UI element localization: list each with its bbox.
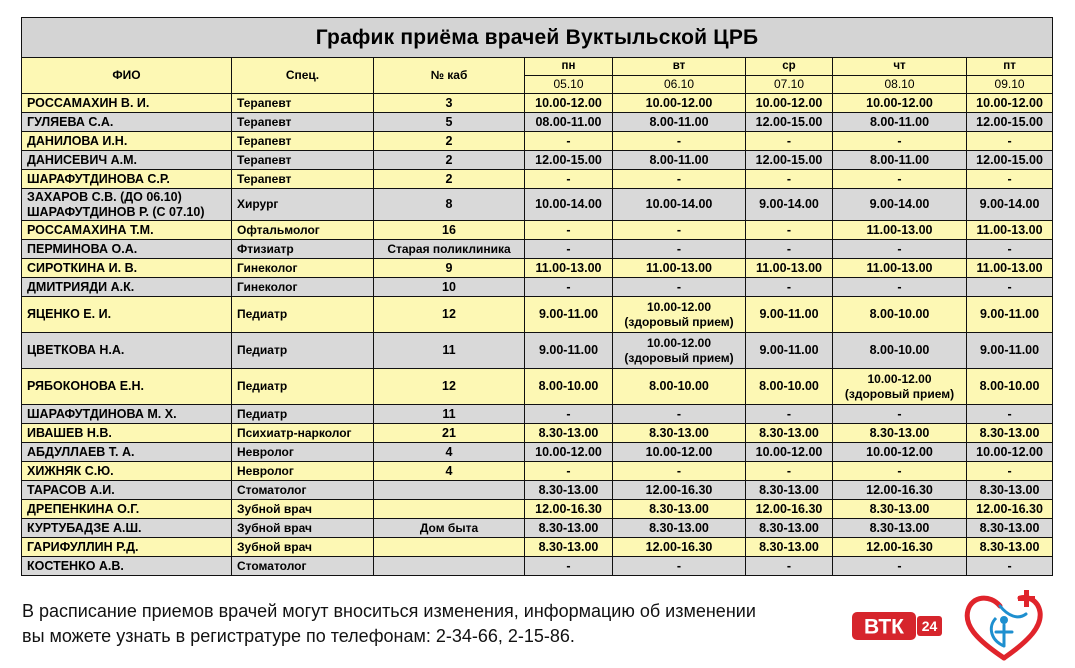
doctor-name: ДАНИЛОВА И.Н. [22,132,232,151]
specialty: Невролог [232,443,374,462]
time-fri: 11.00-13.00 [967,221,1053,240]
doctor-name-line-1: ЗАХАРОВ С.В. (ДО 06.10) [27,189,182,204]
room-number: 3 [374,94,525,113]
specialty: Терапевт [232,170,374,189]
doctor-name: ХИЖНЯК С.Ю. [22,462,232,481]
time-note: (здоровый прием) [844,386,955,401]
table-row [22,333,1053,369]
doctor-name: ПЕРМИНОВА О.А. [22,240,232,259]
time-tue: 8.30-13.00 [613,519,746,538]
doctor-name: ДАНИСЕВИЧ А.М. [22,151,232,170]
doctor-name: ШАРАФУТДИНОВА М. Х. [22,405,232,424]
room-number: 4 [374,462,525,481]
hospital-heart-logo [960,590,1048,662]
time-mon: - [525,221,613,240]
medical-cross-icon [1018,590,1035,607]
time-wed: 11.00-13.00 [746,259,833,278]
header-day-tue: вт [613,58,746,76]
heart-right-stroke [1004,598,1040,658]
header-room: № каб [374,58,525,94]
header-day-mon: пн [525,58,613,76]
time-thu: - [833,170,967,189]
btk-logo-number: 24 [921,618,938,634]
time-fri: 9.00-11.00 [967,333,1053,369]
time-wed: 10.00-12.00 [746,94,833,113]
room-number: 9 [374,259,525,278]
specialty: Офтальмолог [232,221,374,240]
table-row [22,189,1053,221]
time-tue: 8.30-13.00 [613,424,746,443]
time-fri: - [967,240,1053,259]
time-tue [613,333,746,369]
time-fri: - [967,462,1053,481]
specialty: Зубной врач [232,519,374,538]
specialty: Гинеколог [232,278,374,297]
specialty: Невролог [232,462,374,481]
time-wed: 12.00-15.00 [746,113,833,132]
header-spec: Спец. [232,58,374,94]
doctor-name: ШАРАФУТДИНОВА С.Р. [22,170,232,189]
doctor-name: РЯБОКОНОВА Е.Н. [22,369,232,405]
room-number: 21 [374,424,525,443]
room-number: 16 [374,221,525,240]
header-day-thu: чт [833,58,967,76]
doctor-name: СИРОТКИНА И. В. [22,259,232,278]
specialty: Стоматолог [232,557,374,576]
time-mon: 12.00-16.30 [525,500,613,519]
time-fri: 12.00-15.00 [967,113,1053,132]
figure-head [1000,616,1008,624]
time-wed: 12.00-15.00 [746,151,833,170]
specialty: Терапевт [232,132,374,151]
time-fri: 8.30-13.00 [967,424,1053,443]
time-thu: - [833,132,967,151]
time-tue: - [613,278,746,297]
time-wed: - [746,557,833,576]
time-thu: - [833,278,967,297]
table-row [22,405,1053,424]
specialty: Педиатр [232,333,374,369]
room-number: 2 [374,151,525,170]
room-number: 10 [374,278,525,297]
doctor-name: ГАРИФУЛЛИН Р.Д. [22,538,232,557]
time-mon: 8.30-13.00 [525,538,613,557]
header-day-wed: ср [746,58,833,76]
time-thu: 8.30-13.00 [833,500,967,519]
time-thu: 8.30-13.00 [833,424,967,443]
time-tue: 12.00-16.30 [613,481,746,500]
room-number: 2 [374,132,525,151]
time-mon: 08.00-11.00 [525,113,613,132]
room-number: 4 [374,443,525,462]
time-mon: 12.00-15.00 [525,151,613,170]
time-thu: - [833,462,967,481]
table-row [22,519,1053,538]
room-number: 11 [374,405,525,424]
header-date-wed: 07.10 [746,76,833,94]
time-mon: - [525,278,613,297]
time-wed: 8.00-10.00 [746,369,833,405]
specialty: Терапевт [232,94,374,113]
time-range: 10.00-12.00 [646,299,712,314]
doctor-name-line-2: ШАРАФУТДИНОВ Р. (С 07.10) [27,204,205,219]
time-wed: - [746,132,833,151]
time-tue: - [613,557,746,576]
time-tue: 8.30-13.00 [613,500,746,519]
doctor-name: КУРТУБАДЗЕ А.Ш. [22,519,232,538]
btk24-logo [851,610,943,642]
time-thu: 11.00-13.00 [833,259,967,278]
time-fri: 9.00-14.00 [967,189,1053,221]
specialty: Хирург [232,189,374,221]
time-thu: 10.00-12.00 [833,94,967,113]
time-tue: 8.00-10.00 [613,369,746,405]
doctor-name: ДМИТРИЯДИ А.К. [22,278,232,297]
time-fri: 8.00-10.00 [967,369,1053,405]
table-row [22,170,1053,189]
time-mon: - [525,240,613,259]
heart-wave [1000,606,1026,617]
time-thu: 8.30-13.00 [833,519,967,538]
table-row [22,113,1053,132]
time-fri: 10.00-12.00 [967,94,1053,113]
time-mon: - [525,557,613,576]
time-range: 10.00-12.00 [646,335,712,350]
table-row [22,500,1053,519]
specialty: Педиатр [232,297,374,333]
time-wed: - [746,405,833,424]
time-wed: 8.30-13.00 [746,538,833,557]
time-thu: 11.00-13.00 [833,221,967,240]
time-thu: 8.00-10.00 [833,297,967,333]
table-row [22,538,1053,557]
time-thu: 12.00-16.30 [833,481,967,500]
doctor-name: ДРЕПЕНКИНА О.Г. [22,500,232,519]
header-fio: ФИО [22,58,232,94]
time-fri: - [967,170,1053,189]
time-fri: - [967,557,1053,576]
doctor-name: РОССАМАХИНА Т.М. [22,221,232,240]
time-tue: - [613,132,746,151]
header-date-mon: 05.10 [525,76,613,94]
room-number: 5 [374,113,525,132]
specialty: Зубной врач [232,500,374,519]
time-wed: 8.30-13.00 [746,519,833,538]
time-tue: 11.00-13.00 [613,259,746,278]
schedule-rows [22,94,1053,576]
doctor-name: КОСТЕНКО А.В. [22,557,232,576]
time-mon: 9.00-11.00 [525,333,613,369]
header-date-thu: 08.10 [833,76,967,94]
time-fri: 8.30-13.00 [967,481,1053,500]
time-wed: 9.00-11.00 [746,333,833,369]
specialty: Стоматолог [232,481,374,500]
time-note: (здоровый прием) [624,350,734,365]
time-range: 10.00-12.00 [867,371,932,386]
time-mon: 10.00-14.00 [525,189,613,221]
doctor-name: ТАРАСОВ А.И. [22,481,232,500]
time-mon: 8.30-13.00 [525,481,613,500]
specialty: Педиатр [232,405,374,424]
time-tue: 10.00-14.00 [613,189,746,221]
time-wed: 9.00-11.00 [746,297,833,333]
time-fri: - [967,132,1053,151]
time-mon: 8.30-13.00 [525,424,613,443]
time-mon: 8.00-10.00 [525,369,613,405]
time-tue: - [613,405,746,424]
time-mon: 8.30-13.00 [525,519,613,538]
room-number: Старая поликлиника [374,240,525,259]
time-thu: 12.00-16.30 [833,538,967,557]
time-thu: - [833,240,967,259]
time-wed: 8.30-13.00 [746,481,833,500]
table-row [22,369,1053,405]
schedule-note [22,599,842,649]
time-thu: 9.00-14.00 [833,189,967,221]
room-number: 8 [374,189,525,221]
header-date-tue: 06.10 [613,76,746,94]
time-thu: 10.00-12.00 [833,443,967,462]
specialty: Зубной врач [232,538,374,557]
table-row [22,278,1053,297]
time-tue: - [613,240,746,259]
table-row [22,151,1053,170]
time-thu: 8.00-11.00 [833,151,967,170]
specialty: Гинеколог [232,259,374,278]
time-thu [833,369,967,405]
schedule-table [21,17,1053,576]
time-tue [613,297,746,333]
table-row [22,94,1053,113]
table-row [22,443,1053,462]
time-fri: 12.00-16.30 [967,500,1053,519]
doctor-name [22,189,232,221]
header-date-fri: 09.10 [967,76,1053,94]
time-tue: 8.00-11.00 [613,151,746,170]
time-wed: - [746,221,833,240]
time-tue: 8.00-11.00 [613,113,746,132]
room-number: 12 [374,369,525,405]
table-row [22,557,1053,576]
time-tue: - [613,170,746,189]
time-mon: - [525,132,613,151]
specialty: Фтизиатр [232,240,374,259]
time-fri: - [967,278,1053,297]
room-number: Дом быта [374,519,525,538]
table-row [22,221,1053,240]
room-number [374,500,525,519]
doctor-name: ЦВЕТКОВА Н.А. [22,333,232,369]
time-mon: - [525,170,613,189]
time-fri: 8.30-13.00 [967,519,1053,538]
btk-logo-letters: ВТК [863,615,905,639]
time-mon: - [525,405,613,424]
time-fri: 8.30-13.00 [967,538,1053,557]
table-row [22,132,1053,151]
doctor-name: АБДУЛЛАЕВ Т. А. [22,443,232,462]
time-tue: - [613,221,746,240]
room-number: 12 [374,297,525,333]
time-mon: 11.00-13.00 [525,259,613,278]
specialty: Терапевт [232,113,374,132]
doctor-name: РОССАМАХИН В. И. [22,94,232,113]
time-wed: - [746,278,833,297]
time-thu: 8.00-11.00 [833,113,967,132]
time-tue: - [613,462,746,481]
time-fri: 9.00-11.00 [967,297,1053,333]
table-row [22,240,1053,259]
specialty: Педиатр [232,369,374,405]
time-thu: 8.00-10.00 [833,333,967,369]
time-tue: 12.00-16.30 [613,538,746,557]
time-fri: 10.00-12.00 [967,443,1053,462]
table-row [22,424,1053,443]
time-tue: 10.00-12.00 [613,94,746,113]
table-row [22,259,1053,278]
time-note: (здоровый прием) [624,314,734,329]
time-mon: - [525,462,613,481]
doctor-name: ГУЛЯЕВА С.А. [22,113,232,132]
room-number [374,538,525,557]
specialty: Психиатр-нарколог [232,424,374,443]
room-number: 2 [374,170,525,189]
time-thu: - [833,405,967,424]
time-wed: - [746,462,833,481]
time-wed: 9.00-14.00 [746,189,833,221]
page-title: График приёма врачей Вуктыльской ЦРБ [22,18,1053,58]
time-fri: - [967,405,1053,424]
header-day-fri: пт [967,58,1053,76]
table-row [22,462,1053,481]
time-wed: 10.00-12.00 [746,443,833,462]
room-number [374,557,525,576]
time-mon: 10.00-12.00 [525,443,613,462]
time-wed: - [746,170,833,189]
room-number [374,481,525,500]
doctor-name: ЯЦЕНКО Е. И. [22,297,232,333]
time-thu: - [833,557,967,576]
doctor-name: ИВАШЕВ Н.В. [22,424,232,443]
heart-left-stroke [967,598,1004,658]
time-wed: 8.30-13.00 [746,424,833,443]
time-fri: 12.00-15.00 [967,151,1053,170]
time-wed: 12.00-16.30 [746,500,833,519]
time-wed: - [746,240,833,259]
time-mon: 9.00-11.00 [525,297,613,333]
room-number: 11 [374,333,525,369]
time-tue: 10.00-12.00 [613,443,746,462]
note-line-1: В расписание приемов врачей могут вноситься изменения, информацию об изменении [22,601,756,621]
table-row [22,481,1053,500]
note-line-2: вы можете узнать в регистратуре по телефонам: 2-34-66, 2-15-86. [22,626,575,646]
table-row [22,297,1053,333]
time-fri: 11.00-13.00 [967,259,1053,278]
specialty: Терапевт [232,151,374,170]
time-mon: 10.00-12.00 [525,94,613,113]
